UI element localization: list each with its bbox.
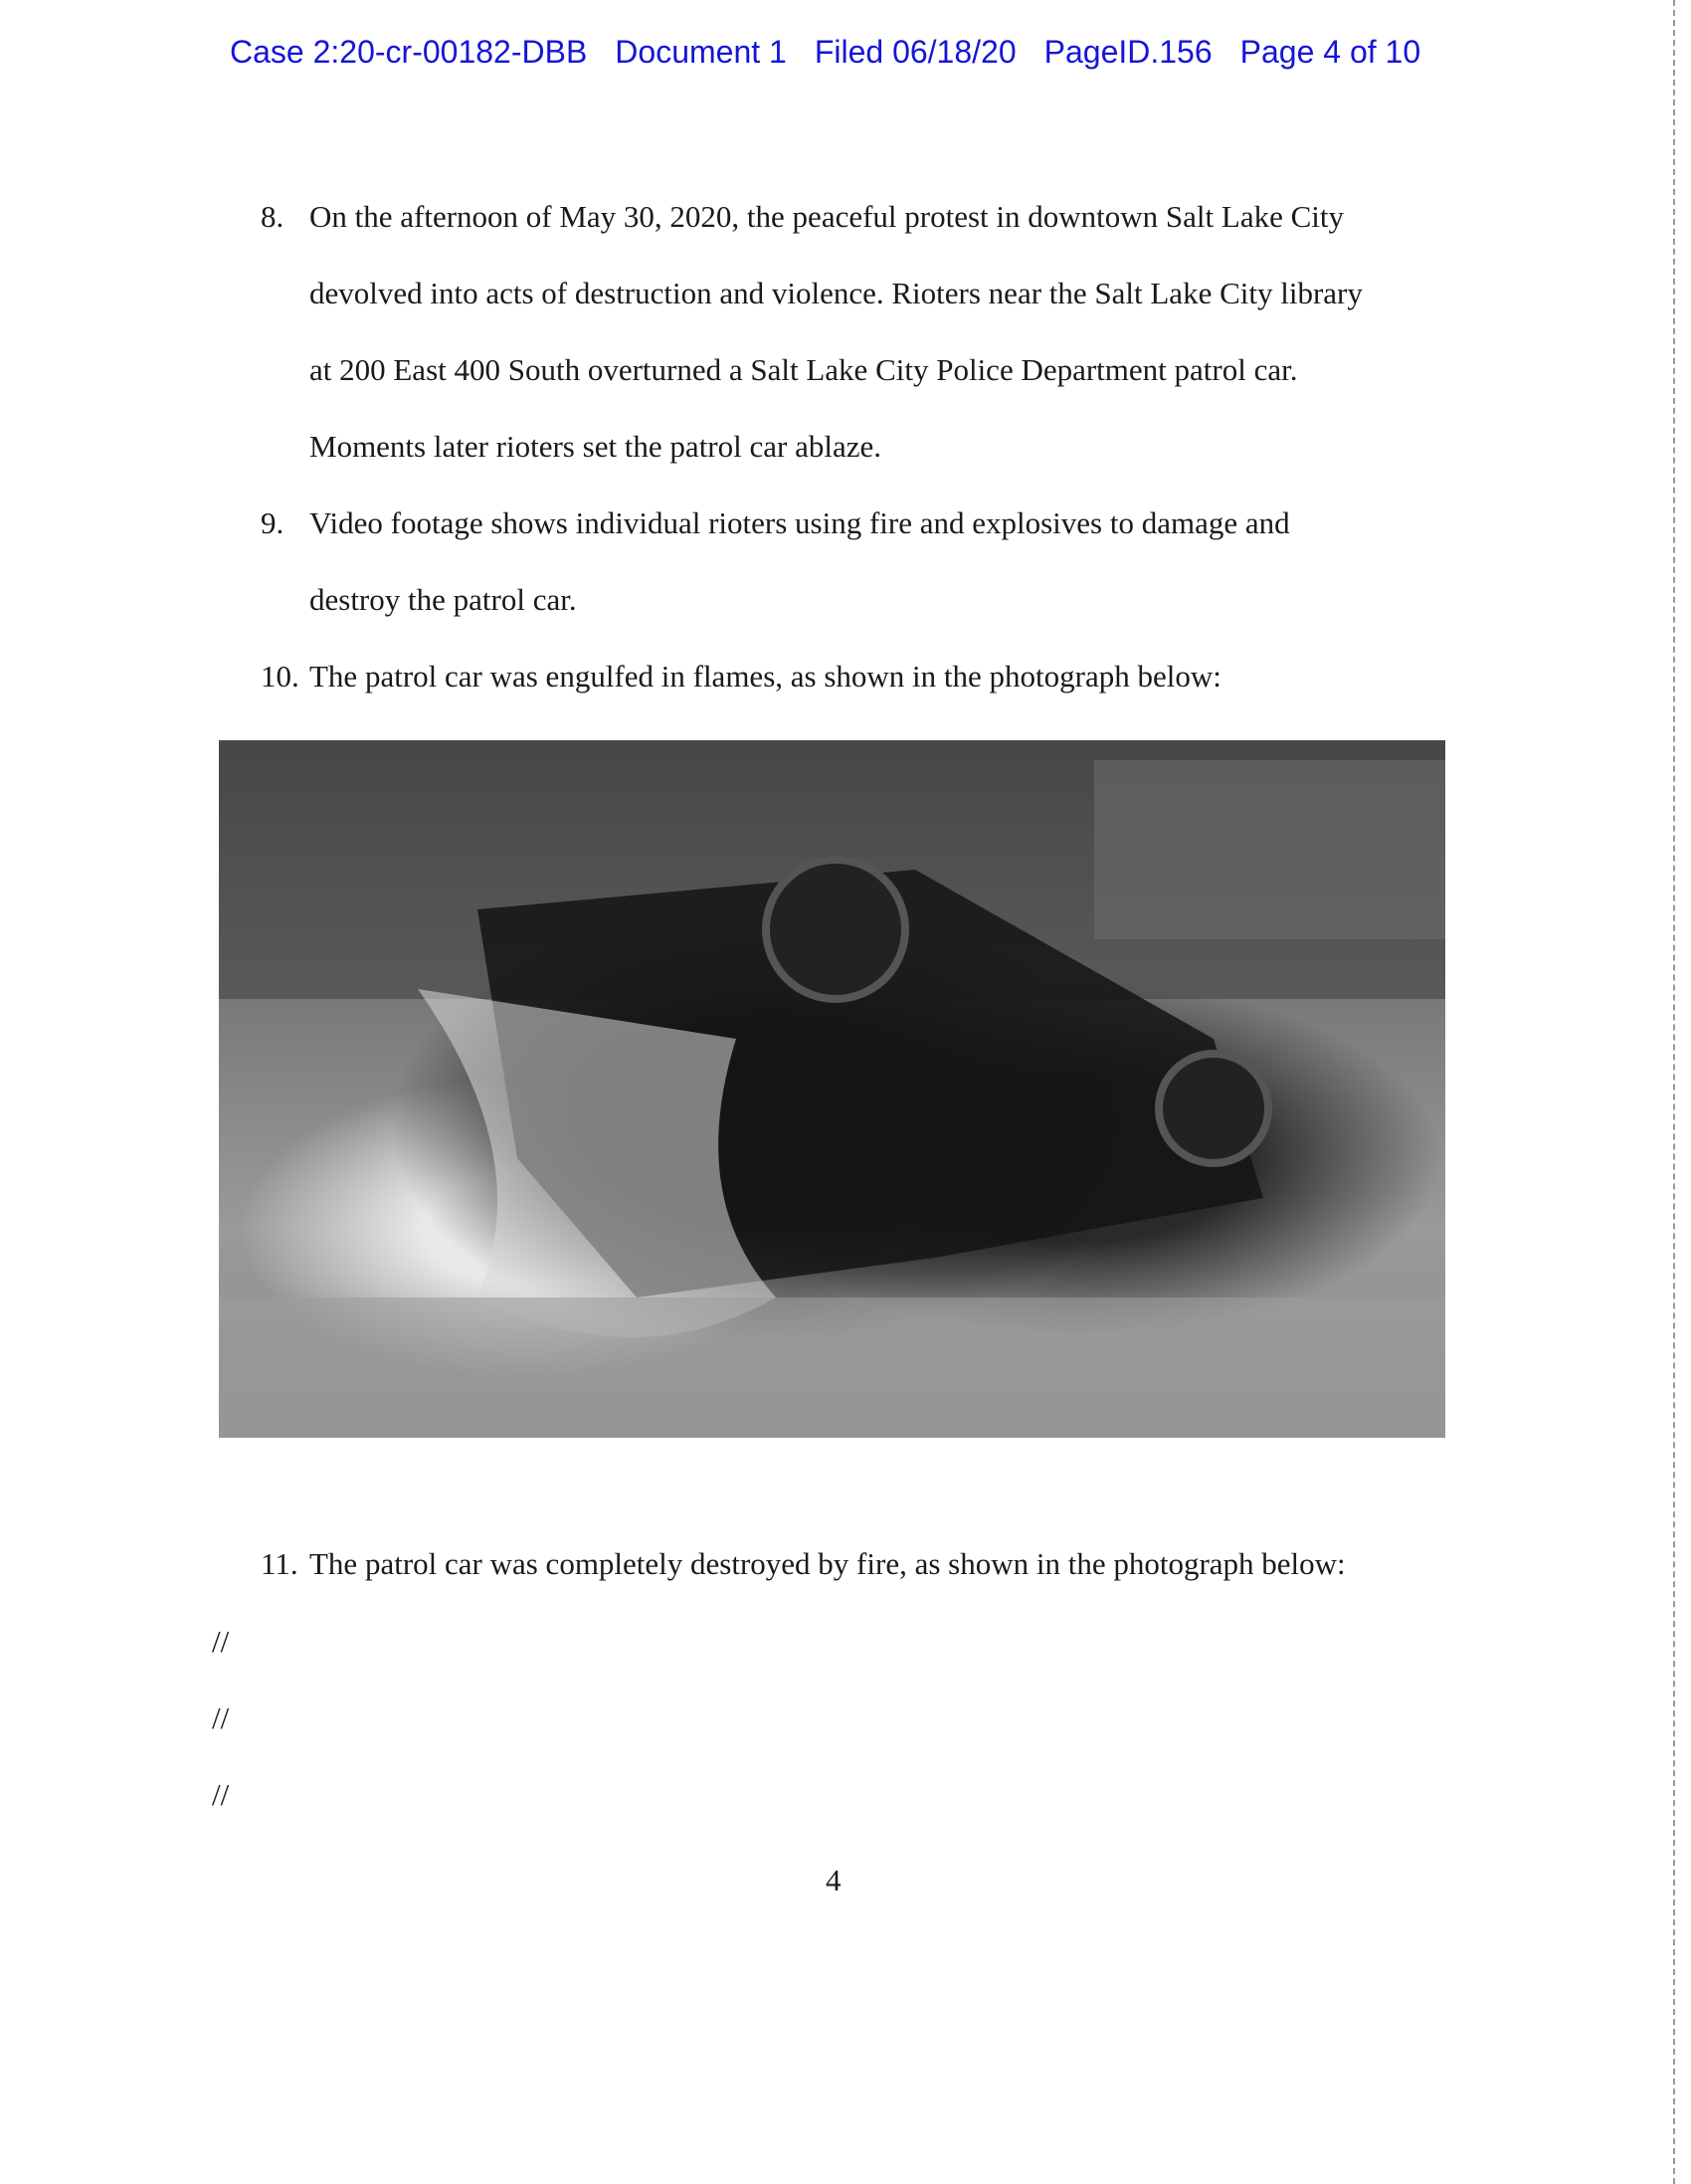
ecf-header xyxy=(230,34,1463,71)
paragraph-8-line: at 200 East 400 South overturned a Salt Lake City Police Department patrol car. xyxy=(309,352,1298,387)
paragraph-8-line: On the afternoon of May 30, 2020, the peaceful protest in downtown Salt Lake City xyxy=(309,199,1344,234)
paragraph-8-line: devolved into acts of destruction and violence. Rioters near the Salt Lake City library xyxy=(309,276,1363,310)
continuation-slashes: // xyxy=(212,1700,230,1735)
paragraph-9-number: 9. xyxy=(261,505,284,540)
scan-edge-line xyxy=(1673,0,1675,2184)
paragraph-8-line: Moments later rioters set the patrol car ablaze. xyxy=(309,429,881,464)
paragraph-9-line: destroy the patrol car. xyxy=(309,582,577,617)
paragraph-8-number: 8. xyxy=(261,199,284,234)
page-id: PageID.156 xyxy=(1043,34,1213,70)
paragraph-10-line: The patrol car was engulfed in flames, as shown in the photograph below: xyxy=(309,659,1221,694)
page-number: 4 xyxy=(826,1863,842,1897)
page-of: Page 4 of 10 xyxy=(1239,34,1421,70)
filed-date: Filed 06/18/20 xyxy=(814,34,1017,70)
continuation-slashes: // xyxy=(212,1624,230,1659)
paragraph-11-line: The patrol car was completely destroyed by fire, as shown in the photograph below: xyxy=(309,1546,1346,1581)
paragraph-9-line: Video footage shows individual rioters using fire and explosives to damage and xyxy=(309,505,1290,540)
continuation-slashes: // xyxy=(212,1777,230,1812)
burning-patrol-car-photo xyxy=(219,740,1445,1438)
document-number: Document 1 xyxy=(615,34,787,70)
case-number: Case 2:20-cr-00182-DBB xyxy=(230,34,588,70)
paragraph-11-number: 11. xyxy=(261,1546,298,1581)
paragraph-10-number: 10. xyxy=(261,659,299,694)
